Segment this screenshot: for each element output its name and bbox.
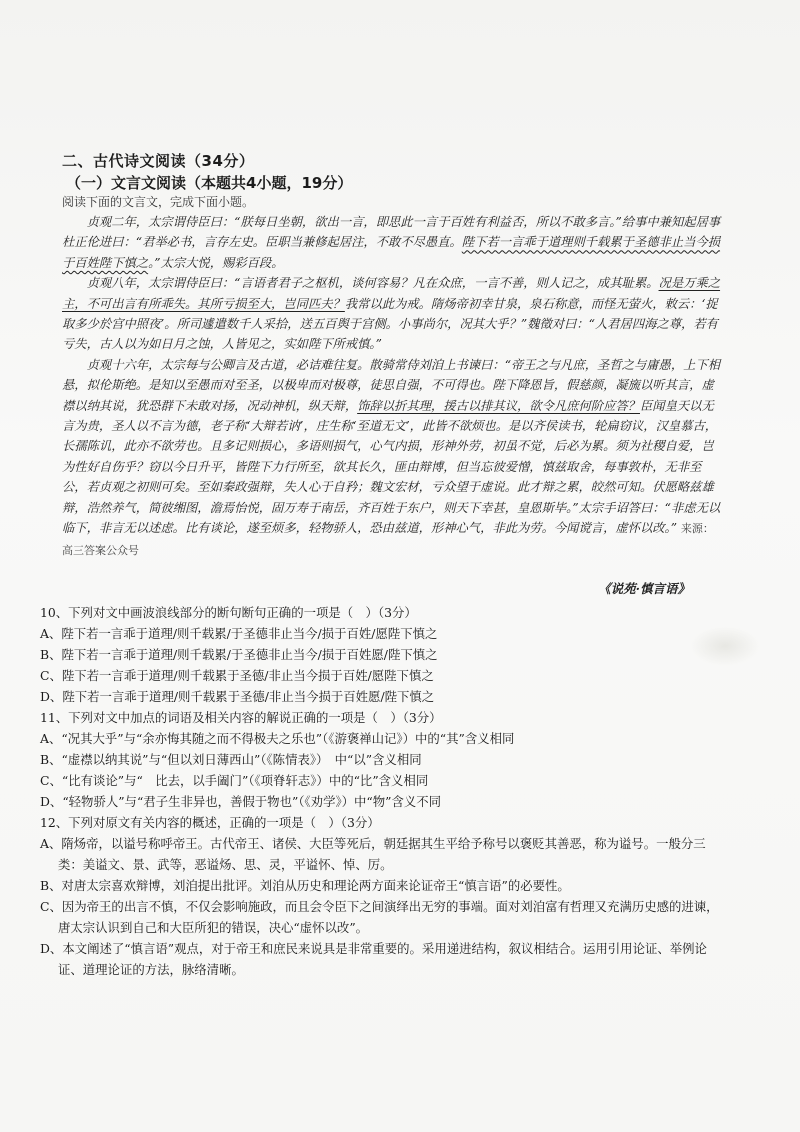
question-12-option-d: D、本文阐述了“慎言语”观点，对于帝王和庶民来说具是非常重要的。采用递进结构，叙议相结合。运用引用论证、举例论证、道理论证的方法，脉络清晰。: [40, 941, 707, 977]
passage-text: 我常以此为戒。隋炀帝初幸甘泉，泉石称意，而怪无萤火，敕云：‘捉取多少於宫中照夜’。所司遽遣数千人采拾，送五百舆于宫侧。小事尚尔，况其大乎？”魏徵对曰：“人君居四海之尊，若有亏失，古人以为如日月之蚀，人皆见之，实如陛下所戒慎。”: [62, 296, 718, 352]
question-10-option-d: D、陛下若一言乖于道理/则千载累于圣德/非止当今损于百姓愿/陛下慎之: [40, 689, 435, 704]
passage-text: 贞观十六年，太宗每与公卿言及古道，必诘难往复。散骑常侍刘洎上书谏曰：“帝王之与凡庶，圣哲之与庸愚，上下相悬，拟伦斯绝。是知以至愚而对至圣，以极卑而对极尊，徒思自强，不可得也。陛下降恩旨，假慈颜，凝旒以听其言，虚襟以纳其说，犹恐群下未敢对扬，况动神机，纵天辩，: [62, 357, 721, 413]
passage-text: 贞观八年，太宗谓侍臣曰：“言语者君子之枢机，谈何容易？凡在众庶，一言不善，则人记之，成其耻累。: [86, 276, 659, 291]
question-11-stem: 11、下列对文中加点的词语及相关内容的解说正确的一项是（ ）（3分）: [40, 710, 442, 725]
question-10-option-b: B、陛下若一言乖于道理/则千载累/于圣德非止当今/损于百姓愿/陛下慎之: [40, 647, 438, 662]
passage-text: 。”太宗大悦，赐彩百段。: [148, 255, 284, 270]
question-12-stem: 12、下列对原文有关内容的概述，正确的一项是（ ）（3分）: [40, 815, 380, 830]
questions-block: [40, 602, 730, 980]
question-12-option-a: A、隋炀帝，以谥号称呼帝王。古代帝王、诸侯、大臣等死后，朝廷据其生平给予称号以褒贬其善恶，称为谥号。一般分三类：美谥文、景、武等，恶谥炀、思、灵，平谥怀、悼、厉。: [40, 836, 706, 872]
passage-source: 《说苑·慎言语》: [598, 581, 690, 596]
passage-paragraph-2: [62, 273, 722, 355]
question-12-option-c: C、因为帝王的出言不慎，不仅会影响施政，而且会令臣下之间演绎出无穷的事端。面对刘洎富有哲理又充满历史感的进谏，唐太宗认识到自己和大臣所犯的错误，决心“虚怀以改”。: [40, 899, 719, 935]
underlined-text: 饰辞以折其理，援古以排其议，欲令凡庶何阶应答？: [357, 398, 640, 413]
question-12-option-b: B、对唐太宗喜欢辩博，刘洎提出批评。刘洎从历史和理论两方面来论证帝王“慎言语”的必要性。: [40, 878, 570, 893]
classical-passage: [62, 212, 722, 561]
source-watermark: 来源：高三答案公众号: [62, 522, 714, 557]
question-11-option-d: D、“轻物骄人”与“君子生非异也，善假于物也”（《劝学》）中“物”含义不同: [40, 794, 442, 809]
reading-instruction: 阅读下面的文言文，完成下面小题。: [62, 195, 255, 209]
underlined-text: 况是万乘之主，不可出言有所乖失。其所亏损至大，岂同匹夫？: [62, 276, 721, 311]
passage-paragraph-3: [62, 355, 722, 561]
question-11-option-b: B、“虚襟以纳其说”与“但以刘日薄西山”（《陈情表》） 中“以”含义相同: [40, 752, 422, 767]
passage-text: 臣闻皇天以无言为贵，圣人以不言为德，老子称‘大辩若讷’，庄生称‘至道无文’，此皆不欲烦也。是以齐侯读书，轮扁窃议，汉皇慕古，长孺陈讥，此亦不欲劳也。且多记则损心，多语则损气，心气内损，形神外劳，初虽不觉，后必为累。须为社稷自爱，岂为性好自伤乎？窃以今日升平，皆陛下力行所至，欲其长久，匪由辩博，但当忘彼爱憎，慎兹取舍，每事敦朴，无非至公，若贞观之初则可矣。至如秦政强辩，失人心于自矜；魏文宏材，亏众望于虚说。此才辩之累，皎然可知。伏愿略兹雄辩，浩然养气，简彼缃图，澹焉怡悦，固万寿于南岳，齐百姓于东户，则天下幸甚，皇恩斯毕。”太宗手诏答曰：“非虑无以临下，非言无以述虑。比有谈论，遂至烦多，轻物骄人，恐由兹道，形神心气，非此为劳。今闻谠言，虚怀以改。”: [62, 398, 721, 536]
question-10-option-a: A、陛下若一言乖于道理/则千载累/于圣德非止当今/损于百姓/愿陛下慎之: [40, 626, 438, 641]
question-11-option-c: C、“比有谈论”与“ 比去，以手阖门”（《项脊轩志》）中的“比”含义相同: [40, 773, 429, 788]
question-10-stem: 10、下列对文中画波浪线部分的断句断句正确的一项是（ ）（3分）: [40, 605, 417, 620]
passage-paragraph-1: [62, 212, 722, 273]
question-11-option-a: A、“况其大乎”与“余亦悔其随之而不得极夫之乐也”（《游褒禅山记》）中的“其”含义相同: [40, 731, 515, 746]
wavy-underlined-text: 陛下若一言乖于道理则千载累于圣德非止当今损于百姓陛下慎之: [62, 235, 721, 270]
subsection-title: （一）文言文阅读（本题共4小题，19分）: [66, 174, 353, 192]
section-title: 二、古代诗文阅读（34分）: [62, 152, 255, 170]
passage-text: 贞观二年，太宗谓侍臣曰：“朕每日坐朝，欲出一言，即思此一言于百姓有利益否，所以不敢多言。”给事中兼知起居事杜正伦进曰：“君举必书，言存左史。臣职当兼修起居注，不敢不尽愚直。: [62, 215, 721, 250]
question-10-option-c: C、陛下若一言乖于道理/则千载累于圣德/非止当今损于百姓/愿陛下慎之: [40, 668, 434, 683]
